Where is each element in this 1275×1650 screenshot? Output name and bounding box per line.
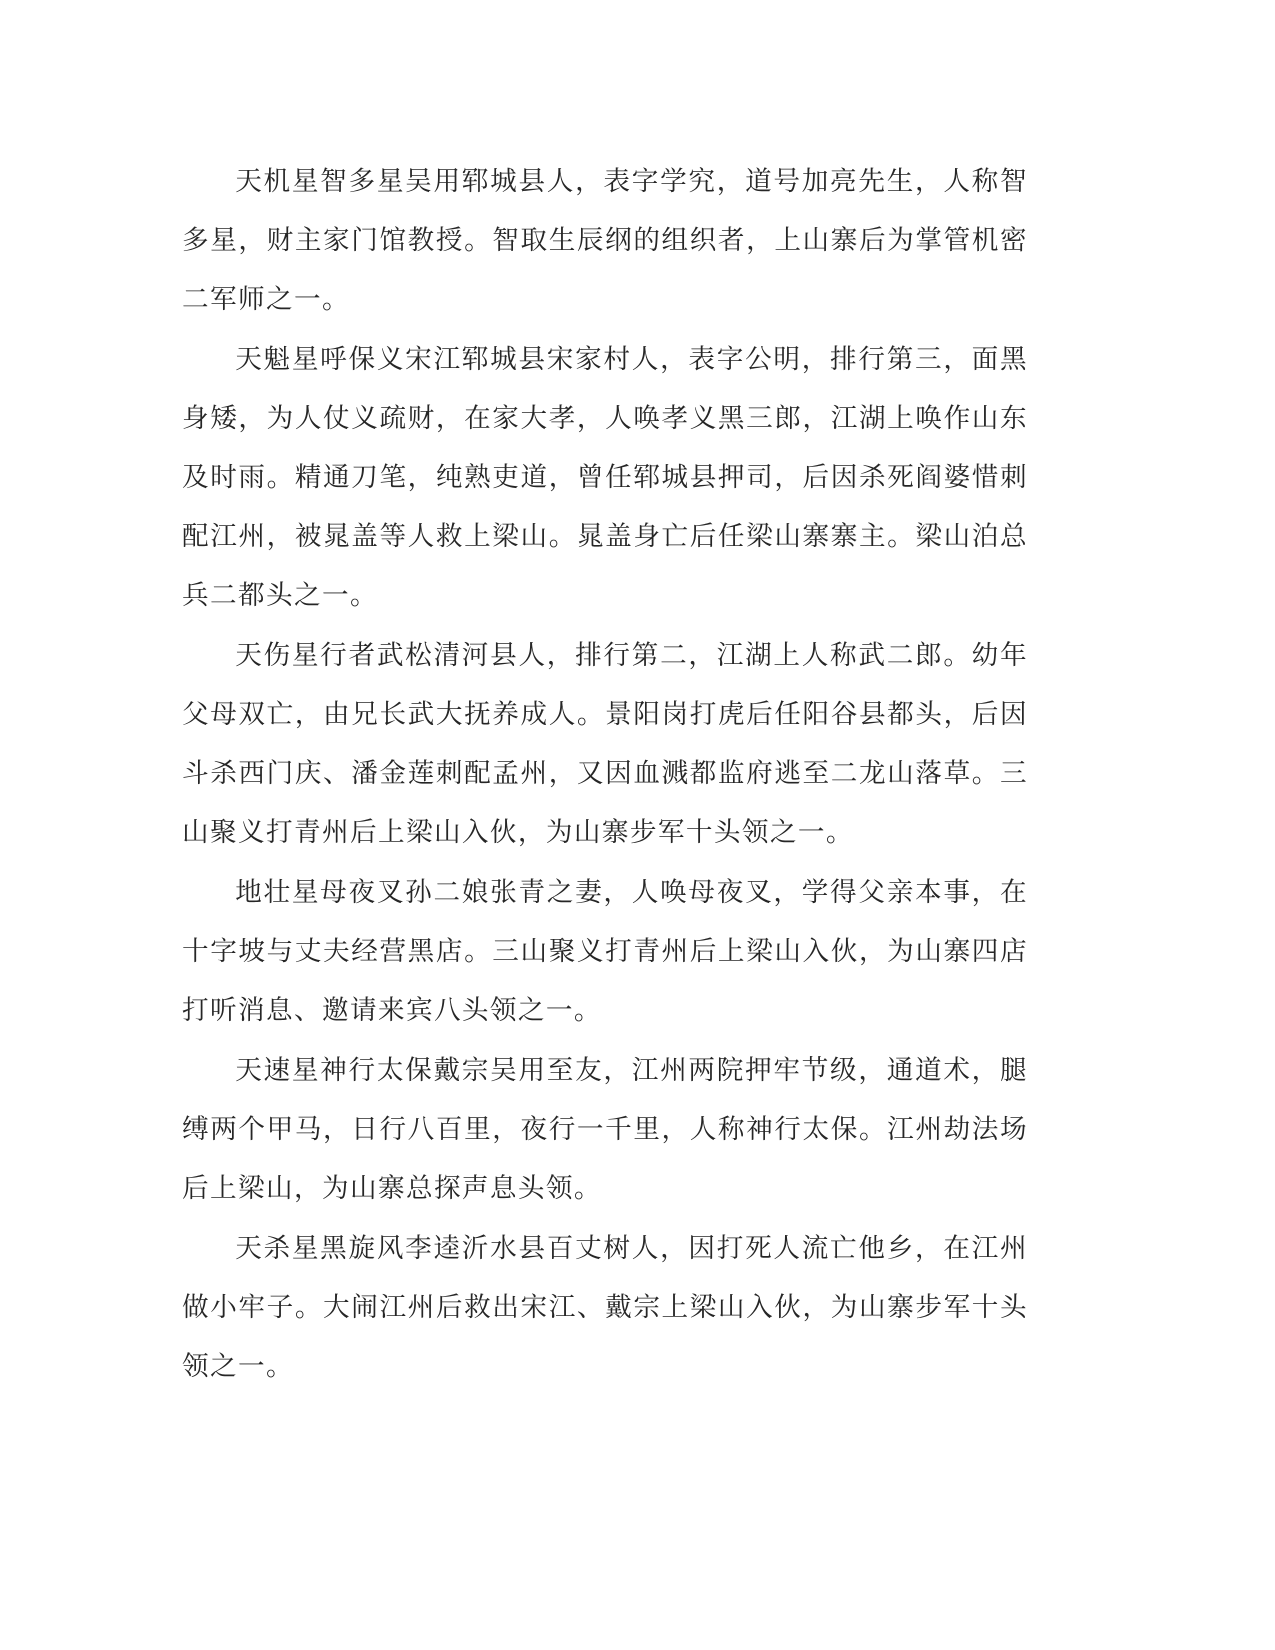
paragraph-li-kui: 天杀星黑旋风李逵沂水县百丈树人，因打死人流亡他乡，在江州做小牢子。大闹江州后救出宋江、戴宗上梁山入伙，为山寨步军十头领之一。 (182, 1233, 1028, 1382)
paragraph-dai-zong: 天速星神行太保戴宗吴用至友，江州两院押牢节级，通道术，腿缚两个甲马，日行八百里，夜行一千里，人称神行太保。江州劫法场后上梁山，为山寨总探声息头领。 (182, 1055, 1028, 1204)
paragraph-sun-erniang: 地壮星母夜叉孙二娘张青之妻，人唤母夜叉，学得父亲本事，在十字坡与丈夫经营黑店。三山聚义打青州后上梁山入伙，为山寨四店打听消息、邀请来宾八头领之一。 (182, 877, 1028, 1026)
paragraph-wu-yong: 天机星智多星吴用郓城县人，表字学究，道号加亮先生，人称智多星，财主家门馆教授。智取生辰纲的组织者，上山寨后为掌管机密二军师之一。 (182, 166, 1028, 315)
paragraph-song-jiang: 天魁星呼保义宋江郓城县宋家村人，表字公明，排行第三，面黑身矮，为人仗义疏财，在家大孝，人唤孝义黑三郎，江湖上唤作山东及时雨。精通刀笔，纯熟吏道，曾任郓城县押司，后因杀死阎婆惜刺配江州，被晁盖等人救上梁山。晁盖身亡后任梁山寨寨主。梁山泊总兵二都头之一。 (182, 344, 1028, 611)
document-body (182, 152, 1028, 1397)
paragraph-wu-song: 天伤星行者武松清河县人，排行第二，江湖上人称武二郎。幼年父母双亡，由兄长武大抚养成人。景阳岗打虎后任阳谷县都头，后因斗杀西门庆、潘金莲刺配孟州，又因血溅都监府逃至二龙山落草。三山聚义打青州后上梁山入伙，为山寨步军十头领之一。 (182, 640, 1028, 848)
